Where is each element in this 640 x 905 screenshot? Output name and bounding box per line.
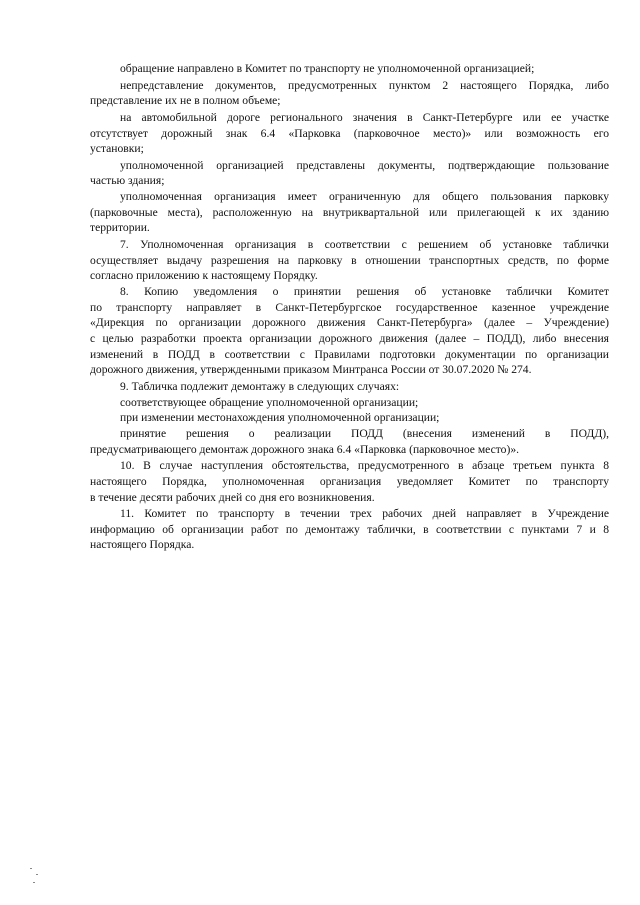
paragraph-line: «Дирекция по организации дорожного движения Санкт-Петербурга» (далее – Учреждение) — [90, 316, 609, 329]
paragraph-line: по транспорту направляет в Санкт-Петербургское государственное казенное учреждение — [90, 301, 609, 314]
paragraph-line: непредставление документов, предусмотренных пунктом 2 настоящего Порядка, либо — [120, 79, 609, 92]
paragraph-line: обращение направлено в Комитет по транспорту не уполномоченной организацией; — [120, 62, 535, 75]
paragraph-line: 10. В случае наступления обстоятельства, предусмотренного в абзаце третьем пункта 8 — [120, 459, 609, 472]
paragraph-line: осуществляет выдачу разрешения на парковку в отношении транспортных средств, по форме — [90, 254, 609, 267]
paragraph-line: 9. Табличка подлежит демонтажу в следующих случаях: — [120, 380, 400, 393]
paragraph-line: согласно приложению к настоящему Порядку. — [90, 269, 318, 282]
scan-artifact — [36, 874, 38, 875]
paragraph-line: установки; — [90, 142, 144, 155]
scan-artifact — [30, 868, 32, 869]
paragraph-line: информацию об организации работ по демонтажу таблички, в соответствии с пунктами 7 и 8 — [90, 523, 609, 536]
paragraph-line: дорожного движения, утвержденными приказом Минтранса России от 30.07.2020 № 274. — [90, 363, 532, 376]
paragraph-line: территории. — [90, 221, 150, 234]
paragraph-line: отсутствует дорожный знак 6.4 «Парковка (парковочное место)» или возможность его — [90, 127, 609, 140]
paragraph-line: соответствующее обращение уполномоченной организации; — [120, 396, 419, 409]
paragraph-line: принятие решения о реализации ПОДД (внесения изменений в ПОДД), — [120, 427, 609, 440]
paragraph-line: (парковочные места), расположенную на внутриквартальной или прилегающей к их зданию — [90, 206, 609, 219]
paragraph-line: на автомобильной дороге регионального значения в Санкт-Петербурге или ее участке — [120, 111, 609, 124]
paragraph-line: изменений в ПОДД в соответствии с Правилами подготовки документации по организации — [90, 348, 609, 361]
paragraph-line: уполномоченной организацией представлены документы, подтверждающие пользование — [120, 159, 609, 172]
paragraph-line: уполномоченная организация имеет ограниченную для общего пользования парковку — [120, 190, 609, 203]
paragraph-line: 8. Копию уведомления о принятии решения об установке таблички Комитет — [120, 285, 609, 298]
paragraph-line: частью здания; — [90, 174, 165, 187]
paragraph-line: настоящего Порядка, уполномоченная организация уведомляет Комитет по транспорту — [90, 475, 609, 488]
paragraph-line: настоящего Порядка. — [90, 538, 195, 551]
paragraph-line: при изменении местонахождения уполномоченной организации; — [120, 411, 440, 424]
paragraph-line: 11. Комитет по транспорту в течении трех рабочих дней направляет в Учреждение — [120, 507, 609, 520]
paragraph-line: в течение десяти рабочих дней со дня его возникновения. — [90, 491, 375, 504]
scan-artifact — [33, 882, 35, 883]
paragraph-line: с целью разработки проекта организации дорожного движения (далее – ПОДД), либо внесения — [90, 332, 609, 345]
paragraph-line: представление их не в полном объеме; — [90, 94, 281, 107]
paragraph-line: 7. Уполномоченная организация в соответствии с решением об установке таблички — [120, 238, 609, 251]
paragraph-line: предусматривающего демонтаж дорожного знака 6.4 «Парковка (парковочное место)». — [90, 443, 520, 456]
